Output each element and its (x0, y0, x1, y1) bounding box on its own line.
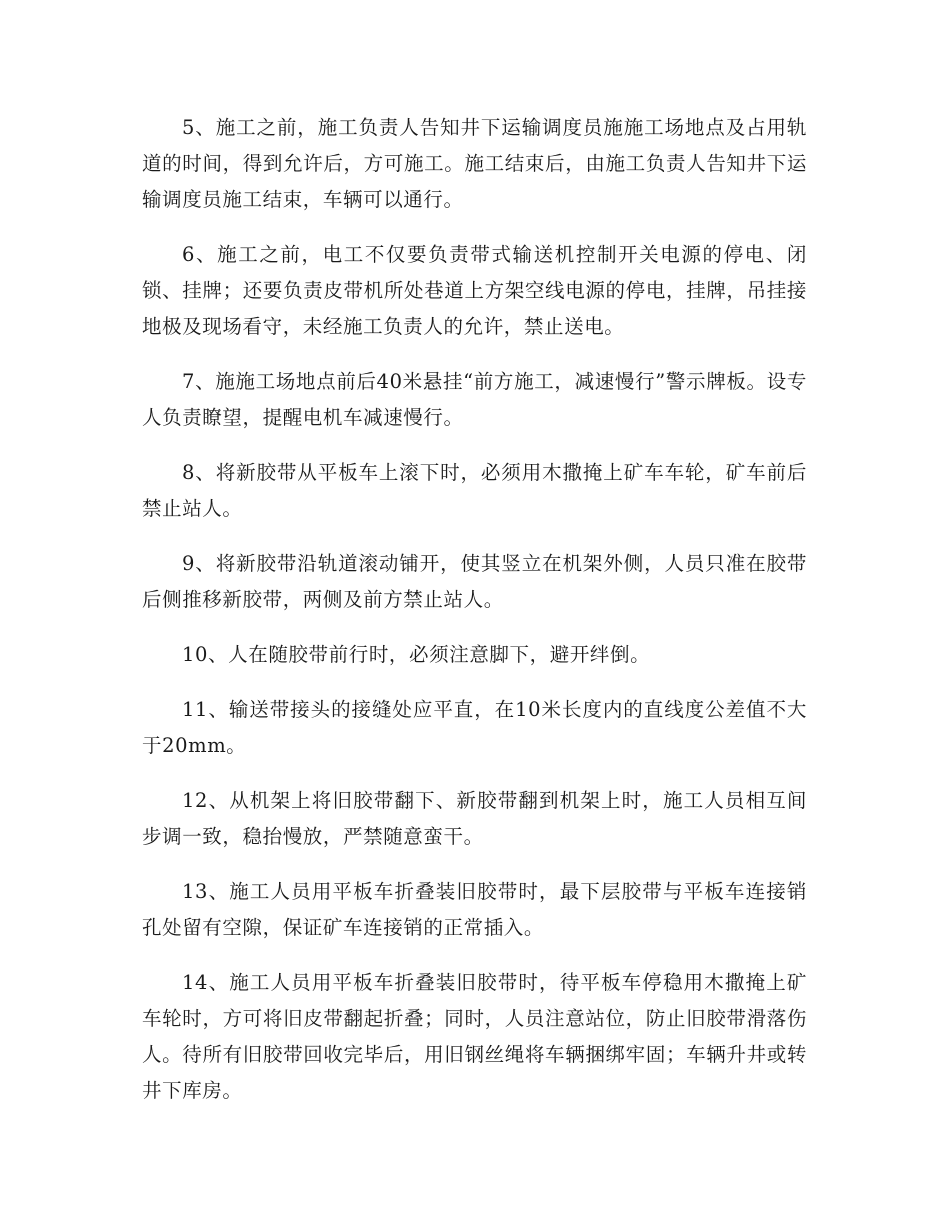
paragraph-item-6: 6、施工之前，电工不仅要负责带式输送机控制开关电源的停电、闭锁、挂牌；还要负责皮带机所处巷道上方架空线电源的停电，挂牌，吊挂接地极及现场看守，未经施工负责人的允许，禁止送电。 (142, 243, 807, 338)
paragraph-item-11: 11、输送带接头的接缝处应平直，在10米长度内的直线度公差值不大于20mm。 (142, 698, 807, 757)
paragraph-item-7: 7、施施工场地点前后40米悬挂“前方施工，减速慢行”警示牌板。设专人负责瞭望，提醒电机车减速慢行。 (142, 370, 807, 429)
paragraph-item-13: 13、施工人员用平板车折叠装旧胶带时，最下层胶带与平板车连接销孔处留有空隙，保证矿车连接销的正常插入。 (142, 880, 807, 939)
paragraph-item-9: 9、将新胶带沿轨道滚动铺开，使其竖立在机架外侧，人员只准在胶带后侧推移新胶带，两侧及前方禁止站人。 (142, 552, 807, 611)
paragraph-item-10: 10、人在随胶带前行时，必须注意脚下，避开绊倒。 (182, 643, 651, 666)
paragraph-item-8: 8、将新胶带从平板车上滚下时，必须用木撒掩上矿车车轮，矿车前后禁止站人。 (142, 461, 807, 520)
paragraph-item-5: 5、施工之前，施工负责人告知井下运输调度员施施工场地点及占用轨道的时间，得到允许后，方可施工。施工结束后，由施工负责人告知井下运输调度员施工结束，车辆可以通行。 (142, 116, 807, 211)
paragraph-item-12: 12、从机架上将旧胶带翻下、新胶带翻到机架上时，施工人员相互间步调一致，稳抬慢放，严禁随意蛮干。 (142, 789, 807, 848)
paragraph-item-14: 14、施工人员用平板车折叠装旧胶带时，待平板车停稳用木撒掩上矿车轮时，方可将旧皮带翻起折叠；同时，人员注意站位，防止旧胶带滑落伤人。待所有旧胶带回收完毕后，用旧钢丝绳将车辆捆绑牢固；车辆升井或转井下库房。 (142, 971, 807, 1102)
document-body (142, 110, 807, 1128)
